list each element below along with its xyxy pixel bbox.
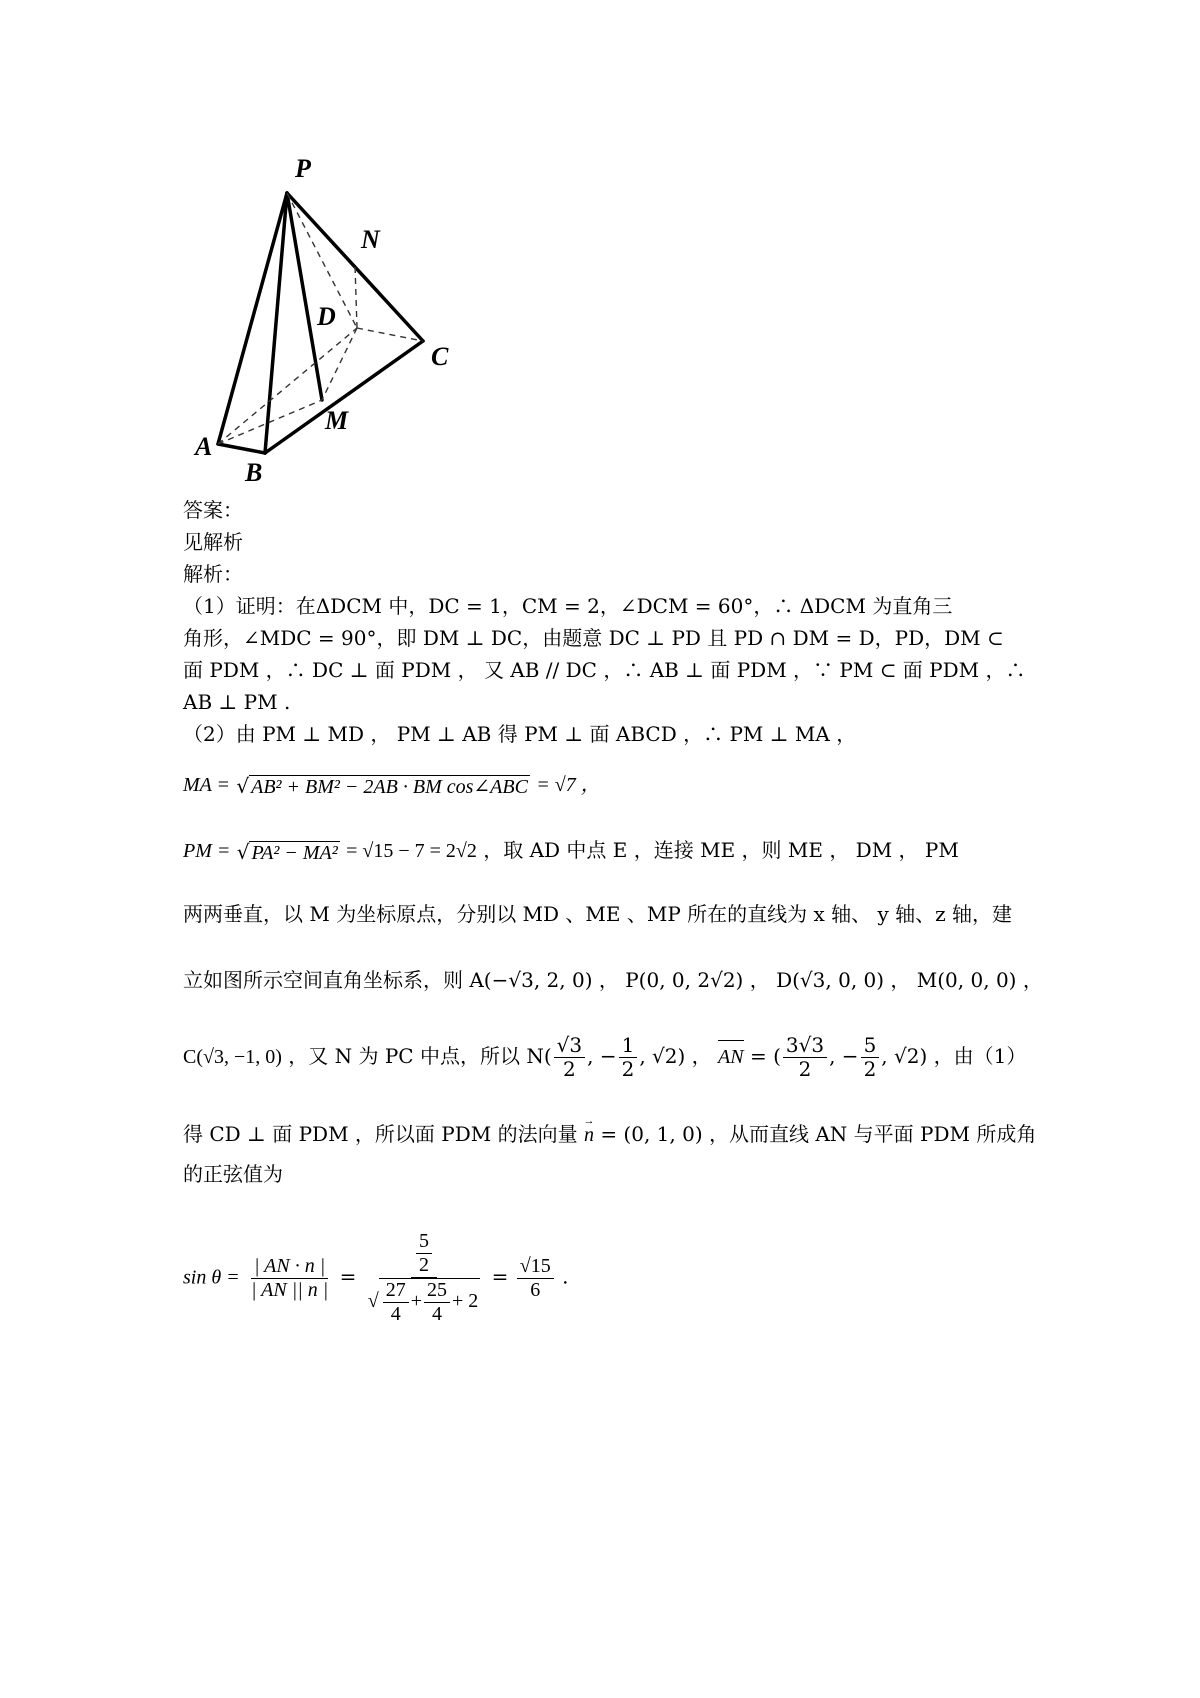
label-B: B <box>245 458 263 485</box>
part1-line3: 面 PDM ，∴ DC ⊥ 面 PDM ， 又 AB // DC ，∴ AB ⊥ 面 PDM ，∵ PM ⊂ 面 PDM ，∴ <box>183 658 1026 682</box>
sin-numerator: | AN · n | <box>251 1255 328 1279</box>
pm-sqrt: √ PA² − MA² <box>236 839 338 864</box>
answer-text: 见解析 <box>183 530 243 554</box>
big-denominator: √ $\frac{27}{4}$ + $\frac{25}{4}$ + 2 <box>367 1279 479 1325</box>
ma-equation <box>183 770 601 800</box>
coords-line: 立如图所示空间直角坐标系，则 A(−√3, 2, 0) ， P(0, 0, 2√2) ， D(√3, 0, 0) ， M(0, 0, 0) ， <box>183 968 1043 992</box>
part1-line4: AB ⊥ PM . <box>183 690 291 714</box>
n-frac2: $\frac{1}{2}$ <box>619 1034 638 1081</box>
n-frac1: $\frac{√3}{2}$ <box>554 1034 585 1081</box>
analysis-heading: 解析： <box>183 562 243 586</box>
sine-intro: 的正弦值为 <box>183 1162 283 1186</box>
edge-DM <box>322 328 357 400</box>
answer-heading: 答案： <box>183 498 243 522</box>
n-end: , √2) ， <box>639 1044 712 1068</box>
pm-lhs: PM = <box>183 840 231 862</box>
pm-equation <box>183 836 959 866</box>
n-mid: ，又 N 为 PC 中点，所以 N( <box>288 1044 552 1068</box>
label-N: N <box>361 225 380 254</box>
result-fraction: $\frac{√15}{6}$ <box>517 1255 554 1302</box>
an-frac1: $\frac{3√3}{2}$ <box>783 1034 827 1081</box>
big-numerator <box>411 1230 437 1278</box>
normal-text-a: 得 CD ⊥ 面 PDM ，所以面 PDM 的法向量 <box>183 1122 578 1146</box>
label-P: P <box>295 155 311 183</box>
edge-DN <box>355 265 357 328</box>
ma-lhs: MA = <box>183 774 231 796</box>
part1-line1: （1）证明：在ΔDCM 中，DC = 1，CM = 2，∠DCM = 60°，∴ ΔDCM 为直角三 <box>183 594 953 618</box>
ma-radicand: AB² + BM² − 2AB · BM cos∠ABC <box>251 775 528 798</box>
period: . <box>562 1264 569 1289</box>
part2-line1: （2）由 PM ⊥ MD ， PM ⊥ AB 得 PM ⊥ 面 ABCD ，∴ PM ⊥ MA ， <box>183 722 857 746</box>
c-coord: C(√3, −1, 0) <box>183 1046 282 1068</box>
edge-AB <box>218 444 265 453</box>
sin-fraction <box>248 1255 331 1302</box>
ma-sqrt: √ AB² + BM² − 2AB · BM cos∠ABC <box>236 773 528 798</box>
big-fraction <box>365 1230 484 1326</box>
an-vector: AN <box>718 1043 744 1071</box>
n-line <box>183 1034 1026 1081</box>
eq-1: = <box>339 1264 357 1289</box>
axes-line: 两两垂直，以 M 为坐标原点，分别以 MD 、ME 、MP 所在的直线为 x 轴、 y 轴、z 轴，建 <box>183 902 1013 926</box>
normal-line <box>183 1120 1036 1149</box>
label-A: A <box>195 432 213 461</box>
n-sep1: , − <box>587 1044 617 1068</box>
edge-BC <box>265 341 423 453</box>
an-sep: , − <box>829 1044 859 1068</box>
sine-equation <box>183 1230 568 1326</box>
sin-denominator: | AN || n | <box>251 1278 329 1301</box>
pm-mid: = √15 − 7 = 2√2 <box>346 840 477 862</box>
label-C: C <box>431 342 449 371</box>
normal-vector: n → <box>584 1121 594 1149</box>
an-frac2: $\frac{5}{2}$ <box>861 1034 880 1081</box>
pm-radicand: PA² − MA² <box>251 841 338 864</box>
sin-lhs: sin θ = <box>183 1266 240 1289</box>
five-halves: $\frac{5}{2}$ <box>416 1230 432 1277</box>
part1-line2: 角形，∠MDC = 90°，即 DM ⊥ DC，由题意 DC ⊥ PD 且 PD ∩ DM = D，PD，DM ⊂ <box>183 626 1004 650</box>
eq-2: = <box>491 1264 509 1289</box>
pyramid-figure <box>185 155 465 485</box>
ma-rhs: = √7 ， <box>536 774 601 796</box>
frac-27-4: $\frac{27}{4}$ <box>383 1279 409 1326</box>
label-M: M <box>325 406 349 435</box>
frac-25-4: $\frac{25}{4}$ <box>424 1279 450 1326</box>
pm-tail: ，取 AD 中点 E ，连接 ME ，则 ME ， DM ， PM <box>483 838 959 862</box>
an-eq: = ( <box>749 1044 781 1068</box>
an-end: , √2) ，由（1） <box>881 1044 1027 1068</box>
normal-text-b: = (0, 1, 0) ，从而直线 AN 与平面 PDM 所成角 <box>600 1122 1037 1146</box>
label-D: D <box>317 302 336 331</box>
